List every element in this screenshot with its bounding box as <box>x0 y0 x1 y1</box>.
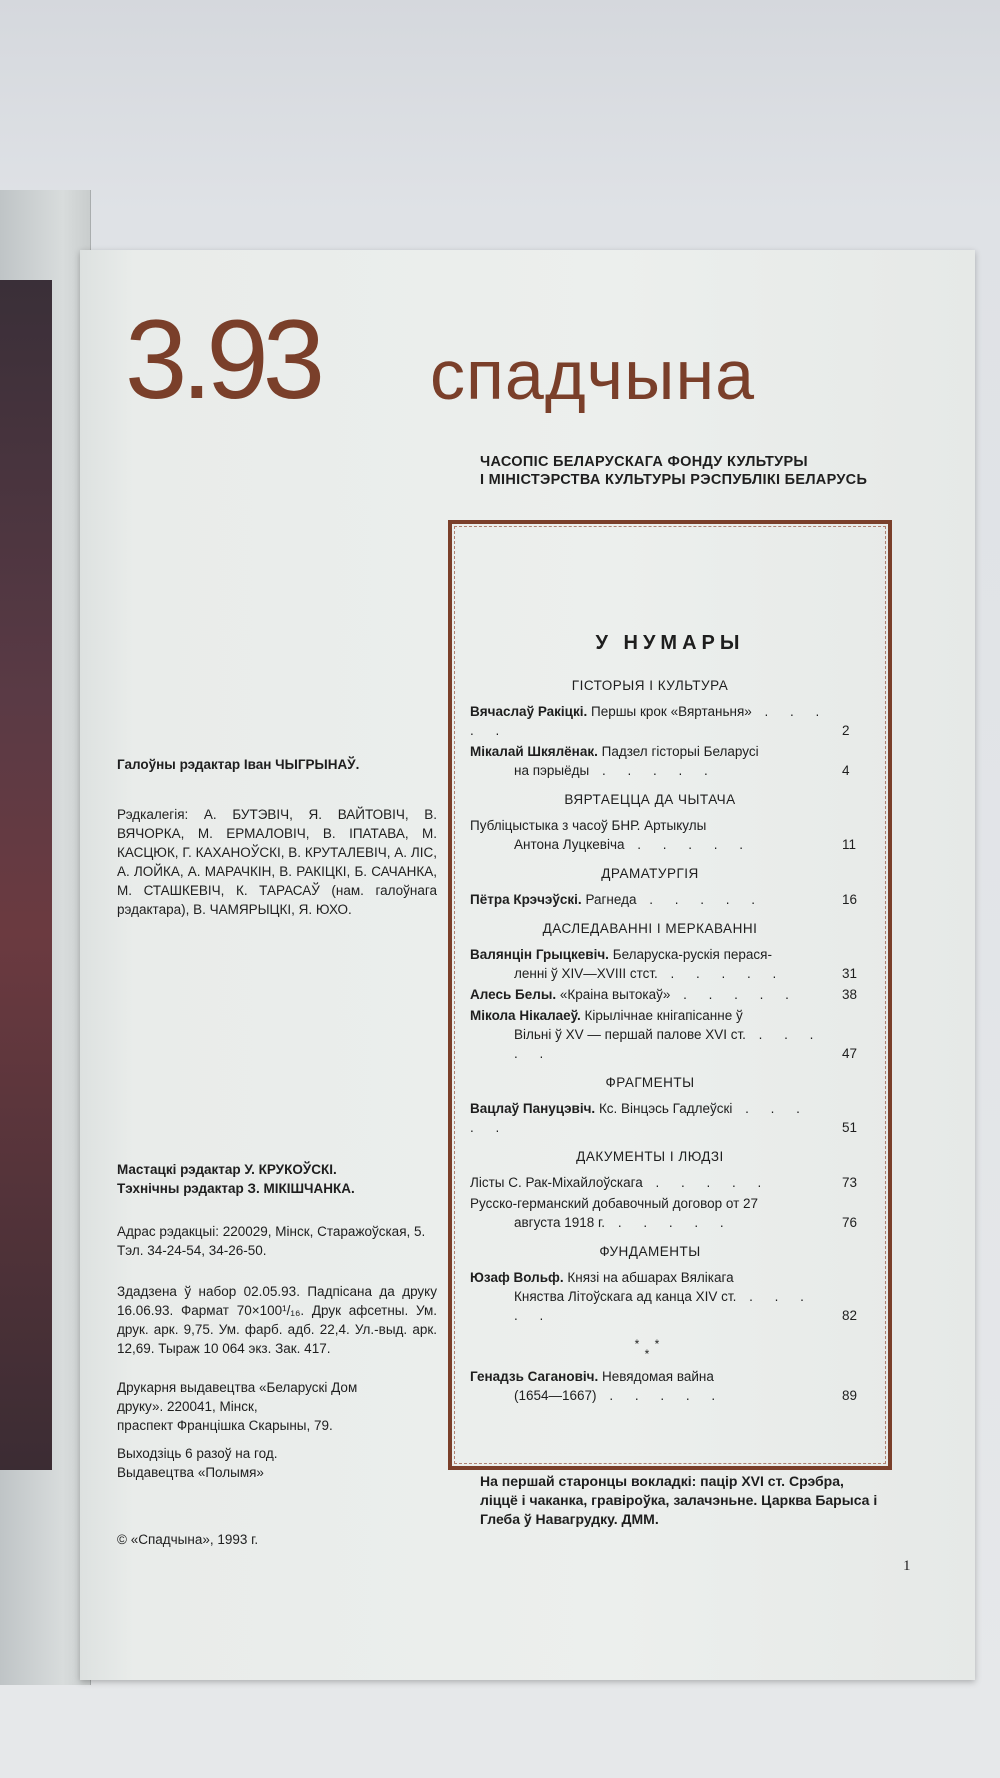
toc-author: Юзаф Вольф. <box>470 1270 564 1285</box>
toc-leader: . . . . . <box>642 1175 771 1190</box>
toc-entry-title: Падзел гісторыі Беларусі <box>601 744 759 759</box>
toc-entry-line <box>470 964 830 983</box>
toc-entry-line <box>470 742 830 761</box>
toc-author: Мікола Нікалаеў. <box>470 1008 581 1023</box>
cover-caption: На першай старонцы вокладкі: пацір XVI ст. Срэбра, ліццё і чаканка, гравіроўка, залачэньне. Царква Барыса і Глеба ў Навагрудку. ДММ. <box>480 1473 878 1527</box>
toc-entry-line <box>470 1099 830 1137</box>
toc-entry-title: ленні ў XIV—XVIII стст. <box>514 966 658 981</box>
editors-credits <box>117 1160 437 1198</box>
toc-entry-line <box>470 816 830 835</box>
toc-entry-line <box>470 1194 830 1213</box>
toc-entry-line <box>470 1386 830 1405</box>
toc-author: Пётра Крэчэўскі. <box>470 892 582 907</box>
toc-separator: * * * <box>634 1337 666 1361</box>
toc-leader: . . . . . <box>470 704 829 738</box>
toc-entry-title: на пэрыёды <box>514 763 590 778</box>
toc-entry <box>470 1194 858 1232</box>
toc-leader: . . . . . <box>596 1388 725 1403</box>
toc-page-number: 51 <box>842 1120 858 1135</box>
toc-entry-title: Антона Луцкевіча <box>514 837 625 852</box>
toc-author: Валянцін Грыцкевіч. <box>470 947 609 962</box>
toc-entry <box>470 702 850 740</box>
magazine-title: спадчына <box>430 336 756 414</box>
toc-author: Генадзь Сагановіч. <box>470 1369 599 1384</box>
toc-entry-line <box>470 1213 830 1232</box>
toc-entry-line <box>470 1287 830 1325</box>
toc-entry-title: августа 1918 г. <box>514 1215 606 1230</box>
toc-entry-title: Невядомая вайна <box>602 1369 714 1384</box>
toc-entry-title: Рагнеда <box>585 892 637 907</box>
toc-entry-title: Кірылічнае кнігапісанне ў <box>584 1008 743 1023</box>
subtitle-line: ЧАСОПІС БЕЛАРУСКАГА ФОНДУ КУЛЬТУРЫ <box>480 454 808 470</box>
issue-number: 3.93 <box>125 297 319 422</box>
toc-entry-title: Лісты С. Рак-Міхайлоўскага <box>470 1175 643 1190</box>
toc-page-number: 76 <box>842 1215 858 1230</box>
printer-info: Друкарня выдавецтва «Беларускі Дом друку». 220041, Мінск, праспект Францішка Скарыны, 79. <box>117 1380 358 1433</box>
toc-entry-line <box>470 1025 830 1063</box>
toc-page-number: 47 <box>842 1046 858 1061</box>
toc-section-title: ВЯРТАЕЦЦА ДА ЧЫТАЧА <box>564 792 736 807</box>
toc-entry-title: (1654—1667) <box>514 1388 597 1403</box>
toc-page-number: 4 <box>842 763 850 778</box>
toc-entry <box>470 945 858 983</box>
toc-list <box>470 666 858 1407</box>
subtitle-line: І МІНІСТЭРСТВА КУЛЬТУРЫ РЭСПУБЛІКІ БЕЛАРУСЬ <box>480 472 868 488</box>
toc-section-title: ФУНДАМЕНТЫ <box>599 1244 701 1259</box>
toc-page-number: 2 <box>842 723 850 738</box>
print-details: Здадзена ў набор 02.05.93. Падпісана да друку 16.06.93. Фармат 70×100¹/₁₆. Друк афсетны. Ум. друк. арк. 9,75. Ум. фарб. адб. 22,4. Ул.-выд. арк. 12,69. Тыраж 10 064 экз. Зак. 417. <box>117 1284 437 1356</box>
toc-entry-title: Публіцыстыка з часоў БНР. Артыкулы <box>470 818 707 833</box>
toc-leader: . . . . . <box>624 837 753 852</box>
toc-author: Вацлаў Пануцэвіч. <box>470 1101 596 1116</box>
toc-entry-title: Вільні ў XV — першай палове XVI ст. <box>514 1027 746 1042</box>
toc-entry <box>470 985 858 1004</box>
cover-image-strip <box>0 280 52 1470</box>
toc-entry-line <box>470 985 830 1004</box>
toc-entry-title: «Краіна вытокаў» <box>559 987 671 1002</box>
frequency-info: Выходзіць 6 разоў на год. Выдавецтва «Полымя» <box>117 1446 278 1480</box>
toc-entry-line <box>470 1173 830 1192</box>
toc-page-number: 89 <box>842 1388 858 1403</box>
toc-entry-line <box>470 1006 830 1025</box>
toc-section-title: ДАСЛЕДАВАННІ І МЕРКАВАННІ <box>542 921 758 936</box>
toc-page-number: 38 <box>842 987 858 1002</box>
toc-section-title: ФРАГМЕНТЫ <box>605 1075 695 1090</box>
masthead <box>125 297 945 425</box>
toc-section-title: ГІСТОРЫЯ І КУЛЬТУРА <box>571 678 729 693</box>
art-editor: Мастацкі рэдактар У. КРУКОЎСКІ. <box>117 1162 337 1177</box>
toc-leader: . . . . . <box>514 1027 823 1061</box>
toc-entry <box>470 1006 858 1063</box>
toc-entry-line <box>470 1268 830 1287</box>
table-of-contents <box>448 520 892 1470</box>
toc-author: Вячаслаў Ракіцкі. <box>470 704 588 719</box>
toc-entry <box>470 890 858 909</box>
toc-leader: . . . . . <box>470 1101 809 1135</box>
copyright: © «Спадчына», 1993 г. <box>117 1532 259 1547</box>
toc-entry-title: Русско-германский добавочный договор от 27 <box>470 1196 759 1211</box>
toc-entry-line <box>470 835 830 854</box>
publisher-subtitle <box>480 453 960 489</box>
magazine-page <box>80 250 975 1680</box>
toc-section-title: ДРАМАТУРГІЯ <box>601 866 699 881</box>
toc-page-number: 31 <box>842 966 858 981</box>
toc-entry-line <box>470 945 830 964</box>
toc-leader: . . . . . <box>605 1215 733 1230</box>
toc-page-number: 11 <box>842 837 857 852</box>
toc-entry-line <box>470 761 830 780</box>
toc-entry-title: Кс. Вінцэсь Гадлеўскі <box>598 1101 733 1116</box>
page-number: 1 <box>903 1558 911 1574</box>
toc-entry <box>470 1099 858 1137</box>
toc-entry-title: Першы крок «Вяртаньня» <box>591 704 752 719</box>
toc-section-title: ДАКУМЕНТЫ І ЛЮДЗІ <box>576 1149 724 1164</box>
toc-entry <box>470 1268 858 1325</box>
toc-author: Алесь Белы. <box>470 987 557 1002</box>
toc-entry <box>470 816 857 854</box>
tech-editor: Тэхнічны рэдактар З. МІКІШЧАНКА. <box>117 1181 355 1196</box>
toc-entry <box>470 1367 858 1405</box>
toc-entry-line <box>470 890 830 909</box>
toc-leader: . . . . . <box>670 987 798 1002</box>
toc-entry <box>470 1173 858 1192</box>
toc-entry-line <box>470 702 830 740</box>
toc-entry <box>470 742 850 780</box>
toc-page-number: 73 <box>842 1175 858 1190</box>
toc-leader: . . . . . <box>657 966 786 981</box>
toc-leader: . . . . . <box>514 1289 813 1323</box>
toc-entry-title: Беларуска-рускія перася- <box>612 947 772 962</box>
toc-leader: . . . . . <box>636 892 764 907</box>
toc-heading: У НУМАРЫ <box>595 632 745 654</box>
toc-leader: . . . . . <box>589 763 717 778</box>
toc-entry-title: Княства Літоўскага ад канца XIV ст. <box>514 1289 737 1304</box>
editorial-board: Рэдкалегія: А. БУТЭВІЧ, Я. ВАЙТОВІЧ, В. ВЯЧОРКА, М. ЕРМАЛОВІЧ, В. ІПАТАВА, М. КАСЦЮК, Г. КАХАНОЎСКІ, В. КРУТАЛЕВІЧ, А. ЛІС, А. ЛОЙКА, А. МАРАЧКІН, В. РАКІЦКІ, Б. САЧАНКА, М. СТАШКЕВІЧ, К. ТАРАСАЎ (нам. галоўнага рэдактара), В. ЧАМЯРЫЦКІ, Я. ЮХО. <box>117 807 437 917</box>
toc-page-number: 82 <box>842 1308 858 1323</box>
chief-editor: Галоўны рэдактар Іван ЧЫГРЫНАЎ. <box>117 757 360 772</box>
toc-entry-title: Князі на абшарах Вялікага <box>567 1270 734 1285</box>
toc-entry-line <box>470 1367 830 1386</box>
editorial-address: Адрас рэдакцыі: 220029, Мінск, Старажоўская, 5. Тэл. 34-24-54, 34-26-50. <box>117 1224 426 1258</box>
toc-author: Мікалай Шкялёнак. <box>470 744 598 759</box>
toc-page-number: 16 <box>842 892 858 907</box>
